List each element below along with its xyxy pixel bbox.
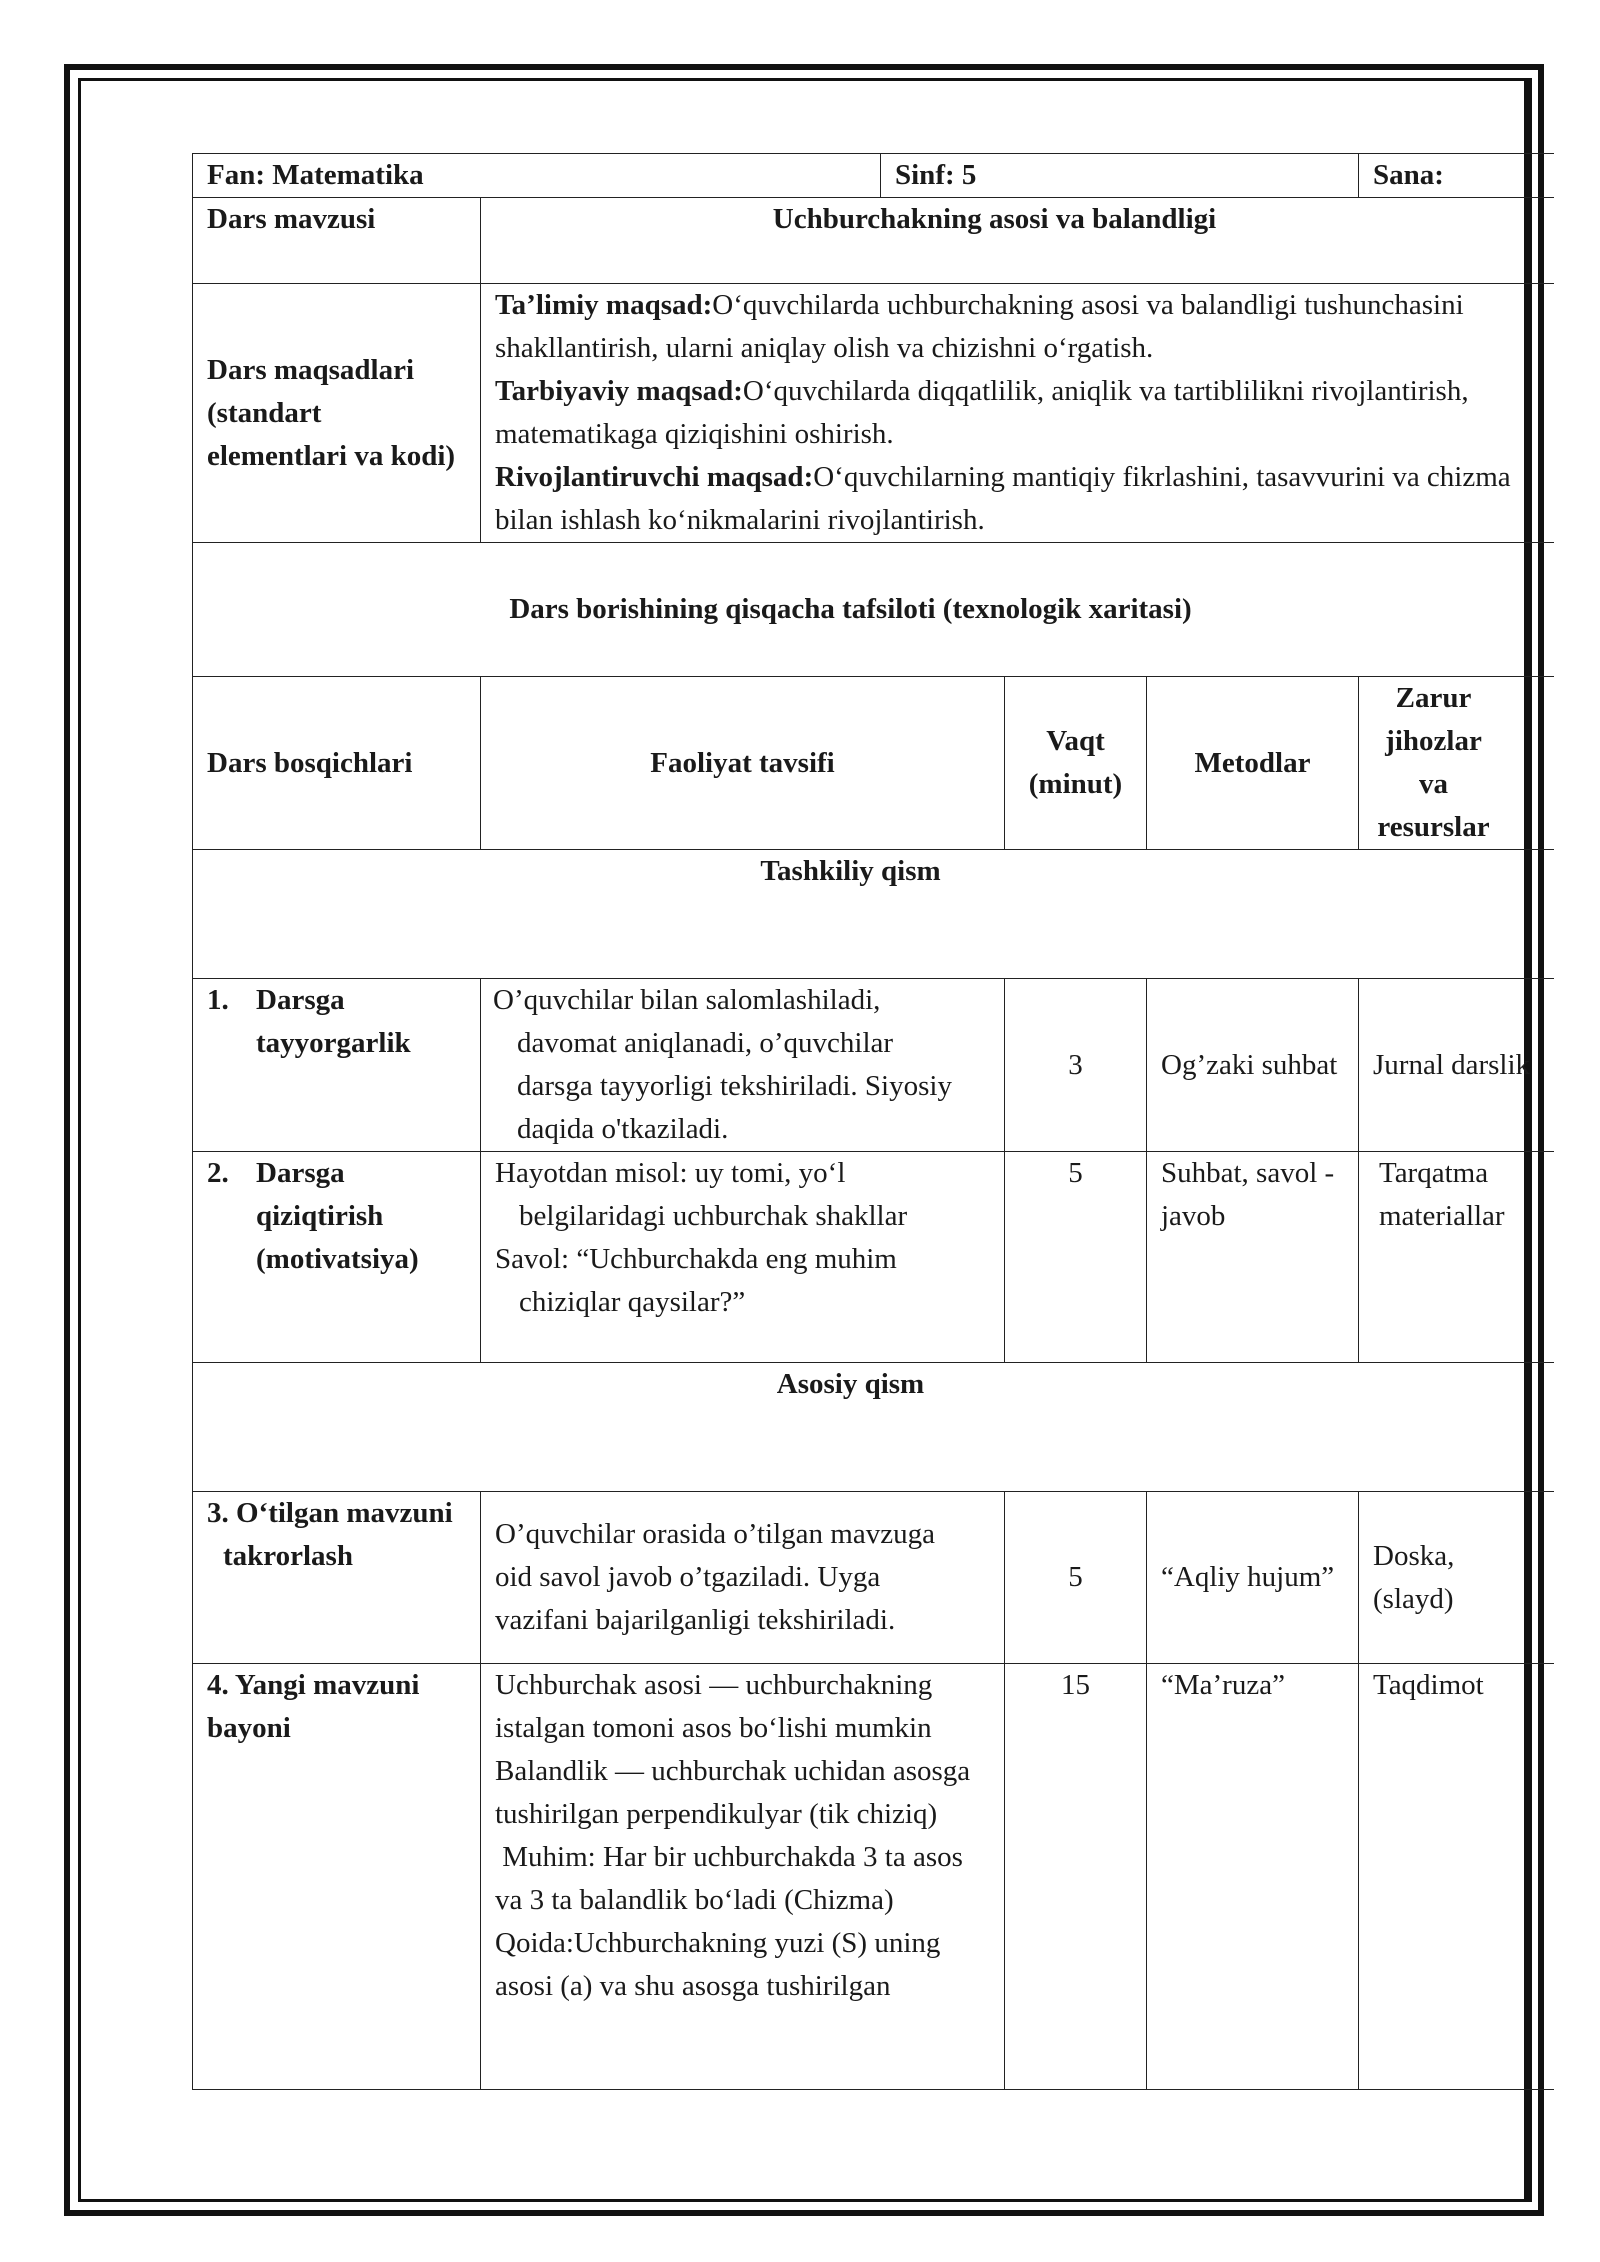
overview-row	[193, 543, 1555, 677]
stage-cell: 4. Yangi mavzuni bayoni	[193, 1664, 481, 2090]
columns-header-row	[193, 677, 1555, 850]
col-activity: Faoliyat tavsifi	[481, 677, 1005, 850]
time-cell: 5	[1005, 1152, 1147, 1363]
topic-value: Uchburchakning asosi va balandligi	[481, 198, 1555, 284]
time-cell: 3	[1005, 979, 1147, 1152]
resources-cell: Jurnal darslik	[1359, 979, 1555, 1152]
subject-cell: Fan: Matematika	[193, 154, 881, 198]
overview-title: Dars borishining qisqacha tafsiloti (texnologik xaritasi)	[193, 543, 1555, 677]
col-stages: Dars bosqichlari	[193, 677, 481, 850]
table-row	[193, 1492, 1555, 1664]
table-row	[193, 979, 1555, 1152]
methods-cell: Og’zaki suhbat	[1147, 979, 1359, 1152]
stage-cell: 2. Darsga qiziqtirish (motivatsiya)	[193, 1152, 481, 1363]
methods-cell: “Ma’ruza”	[1147, 1664, 1359, 2090]
topic-row	[193, 198, 1555, 284]
date-cell: Sana:	[1359, 154, 1555, 198]
goals-content	[481, 284, 1555, 543]
header-row	[193, 154, 1555, 198]
activity-cell: Uchburchak asosi — uchburchakning istalgan tomoni asos bo‘lishi mumkin Balandlik — uchburchak uchidan asosga tushirilgan perpendikulyar (tik chiziq) Muhim: Har bir uchburchakda 3 ta asos va 3 ta balandlik bo‘ladi (Chizma) Qoida:Uchburchakning yuzi (S) uning asosi (a) va shu asosga tushirilgan	[481, 1664, 1005, 2090]
col-methods: Metodlar	[1147, 677, 1359, 850]
goals-row	[193, 284, 1555, 543]
stage-cell: 3. O‘tilgan mavzuni takrorlash	[193, 1492, 481, 1664]
activity-cell: O’quvchilar orasida o’tilgan mavzuga oid savol javob o’tgaziladi. Uyga vazifani bajarilganligi tekshiriladi.	[481, 1492, 1005, 1664]
col-resources: Zarur jihozlar va resurslar	[1359, 677, 1555, 850]
methods-cell: “Aqliy hujum”	[1147, 1492, 1359, 1664]
goal-developmental: Rivojlantiruvchi maqsad:O‘quvchilarning mantiqiy fikrlashini, tasavvurini va chizma bilan ishlash ko‘nikmalarini rivojlantirish.	[495, 461, 1511, 536]
col-time: Vaqt (minut)	[1005, 677, 1147, 850]
lesson-plan-sheet	[192, 153, 1554, 2095]
resources-cell: Tarqatma materiallar	[1359, 1152, 1555, 1363]
lesson-plan-table	[192, 153, 1554, 2090]
time-cell: 5	[1005, 1492, 1147, 1664]
topic-label: Dars mavzusi	[193, 198, 481, 284]
stage-cell: 1. Darsga tayyorgarlik	[193, 979, 481, 1152]
goals-label: Dars maqsadlari (standart elementlari va kodi)	[193, 284, 481, 543]
activity-cell: O’quvchilar bilan salomlashiladi, davomat aniqlanadi, o’quvchilar darsga tayyorligi tekshiriladi. Siyosiy daqida o'tkaziladi.	[481, 979, 1005, 1152]
section-main-row	[193, 1363, 1555, 1492]
section-organizational: Tashkiliy qism	[193, 850, 1555, 979]
section-main: Asosiy qism	[193, 1363, 1555, 1492]
table-row	[193, 1152, 1555, 1363]
goal-educational: Ta’limiy maqsad:O‘quvchilarda uchburchakning asosi va balandligi tushunchasini shakllantirish, ularni aniqlay olish va chizishni o‘rgatish.	[495, 289, 1464, 364]
time-cell: 15	[1005, 1664, 1147, 2090]
resources-cell: Taqdimot	[1359, 1664, 1555, 2090]
grade-cell: Sinf: 5	[881, 154, 1359, 198]
methods-cell: Suhbat, savol - javob	[1147, 1152, 1359, 1363]
activity-cell: Hayotdan misol: uy tomi, yo‘l belgilaridagi uchburchak shakllar Savol: “Uchburchakda eng muhim chiziqlar qaysilar?”	[481, 1152, 1005, 1363]
resources-cell: Doska, (slayd)	[1359, 1492, 1555, 1664]
goal-upbringing: Tarbiyaviy maqsad:O‘quvchilarda diqqatlilik, aniqlik va tartiblilikni rivojlantirish, matematikaga qiziqishini oshirish.	[495, 375, 1469, 450]
table-row	[193, 1664, 1555, 2090]
section-organizational-row	[193, 850, 1555, 979]
